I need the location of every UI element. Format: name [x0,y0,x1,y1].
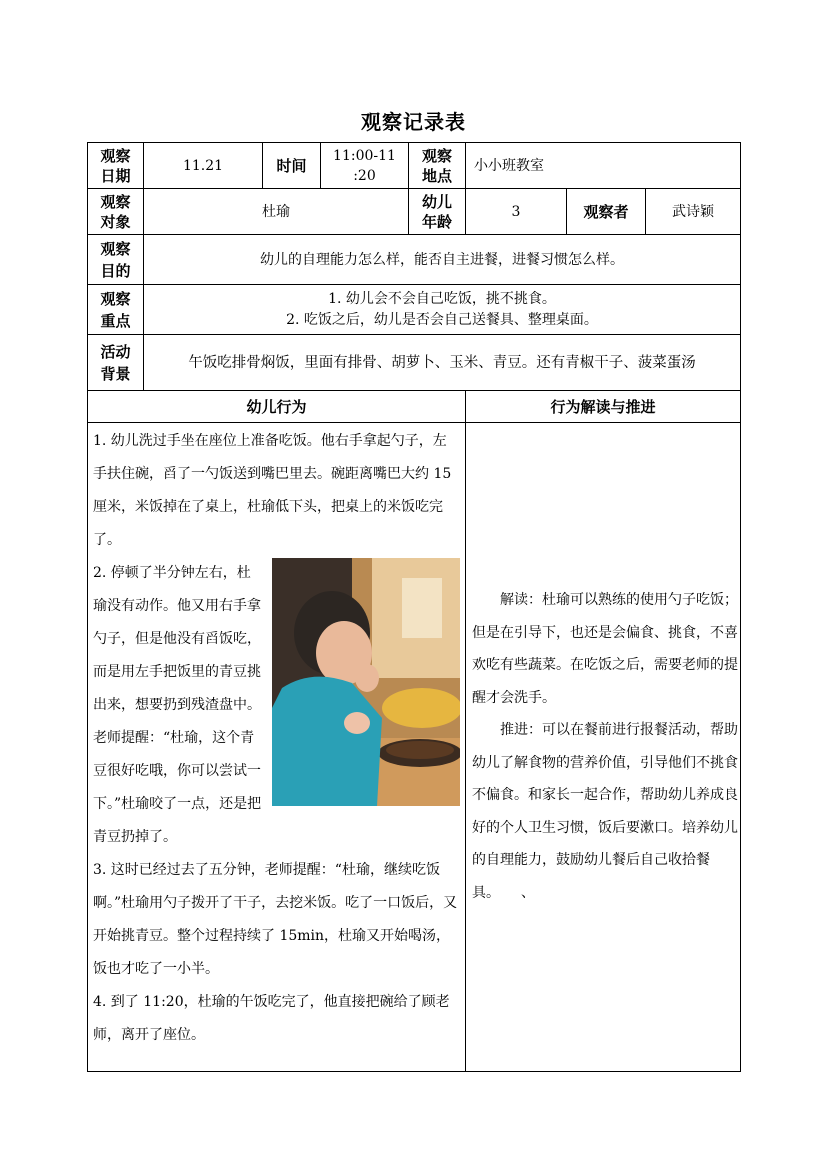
behavior-paragraph-4: 4. 到了 11:20，杜瑜的午饭吃完了，他直接把碗给了顾老师，离开了座位。 [93,994,450,1043]
date-value: 11.21 [182,157,224,174]
time-value: 11:00-11 :20 [333,147,396,184]
background-text: 午饭吃排骨焖饭，里面有排骨、胡萝卜、玉米、青豆。还有青椒干子、菠菜蛋汤 [188,354,696,371]
observer-label: 观察者 [583,202,629,221]
interpretation-content [472,584,738,909]
purpose-text: 幼儿的自理能力怎么样，能否自主进餐，进餐习惯怎么样。 [260,251,624,268]
page-title: 观察记录表 [361,110,466,134]
place-label: 观察 地点 [421,146,452,185]
subject-label: 观察 对象 [100,192,131,231]
interpretation-paragraph-1: 解读：杜瑜可以熟练的使用勺子吃饭；但是在引导下，也还是会偏食、挑食，不喜欢吃有些蔬菜。在吃饭之后，需要老师的提醒才会洗手。 [472,592,738,706]
subject-value: 杜瑜 [262,203,290,220]
behavior-paragraph-3: 3. 这时已经过去了五分钟，老师提醒：“杜瑜，继续吃饭啊。”杜瑜用勺子拨开了干子，去挖米饭。吃了一口饭后，又开始挑青豆。整个过程持续了 15min，杜瑜又开始喝汤，饭也才吃了一小半。 [93,862,458,977]
focus-label: 观察 重点 [100,289,131,330]
purpose-label: 观察 目的 [100,239,131,280]
place-value: 小小班教室 [474,157,544,174]
behavior-paragraph-2: 2. 停顿了半分钟左右，杜瑜没有动作。他又用右手拿勺子，但是他没有舀饭吃，而是用左手把饭里的青豆挑出来，想要扔到残渣盘中。老师提醒：“杜瑜，这个青豆很好吃哦，你可以尝试一下。”杜瑜咬了一点，还是把青豆扔掉了。 [93,565,262,845]
interpretation-header: 行为解读与推进 [550,397,656,416]
age-label: 幼儿 年龄 [421,192,452,231]
focus-line-2: 2. 吃饭之后，幼儿是否会自己送餐具、整理桌面。 [286,311,598,328]
observer-value: 武诗颖 [672,203,714,220]
background-label: 活动 背景 [100,342,131,383]
behavior-paragraph-1: 1. 幼儿洗过手坐在座位上准备吃饭。他右手拿起勺子，左手扶住碗，舀了一勺饭送到嘴巴里去。碗距离嘴巴大约 15 厘米，米饭掉在了桌上，杜瑜低下头，把桌上的米饭吃完了。 [93,433,452,548]
focus-text [144,285,740,334]
behavior-content [93,425,460,1052]
behavior-header: 幼儿行为 [246,397,307,416]
interpretation-paragraph-2: 推进：可以在餐前进行报餐活动，帮助幼儿了解食物的营养价值，引导他们不挑食不偏食。和家长一起合作，帮助幼儿养成良好的个人卫生习惯，饭后要漱口。培养幼儿的自理能力，鼓励幼儿餐后自己收拾餐具。 、 [472,722,738,901]
focus-line-1: 1. 幼儿会不会自己吃饭，挑不挑食。 [328,290,556,307]
time-label: 时间 [276,156,307,175]
child-eating-photo [272,558,460,806]
date-label: 观察 日期 [100,146,131,185]
age-value: 3 [511,203,521,220]
